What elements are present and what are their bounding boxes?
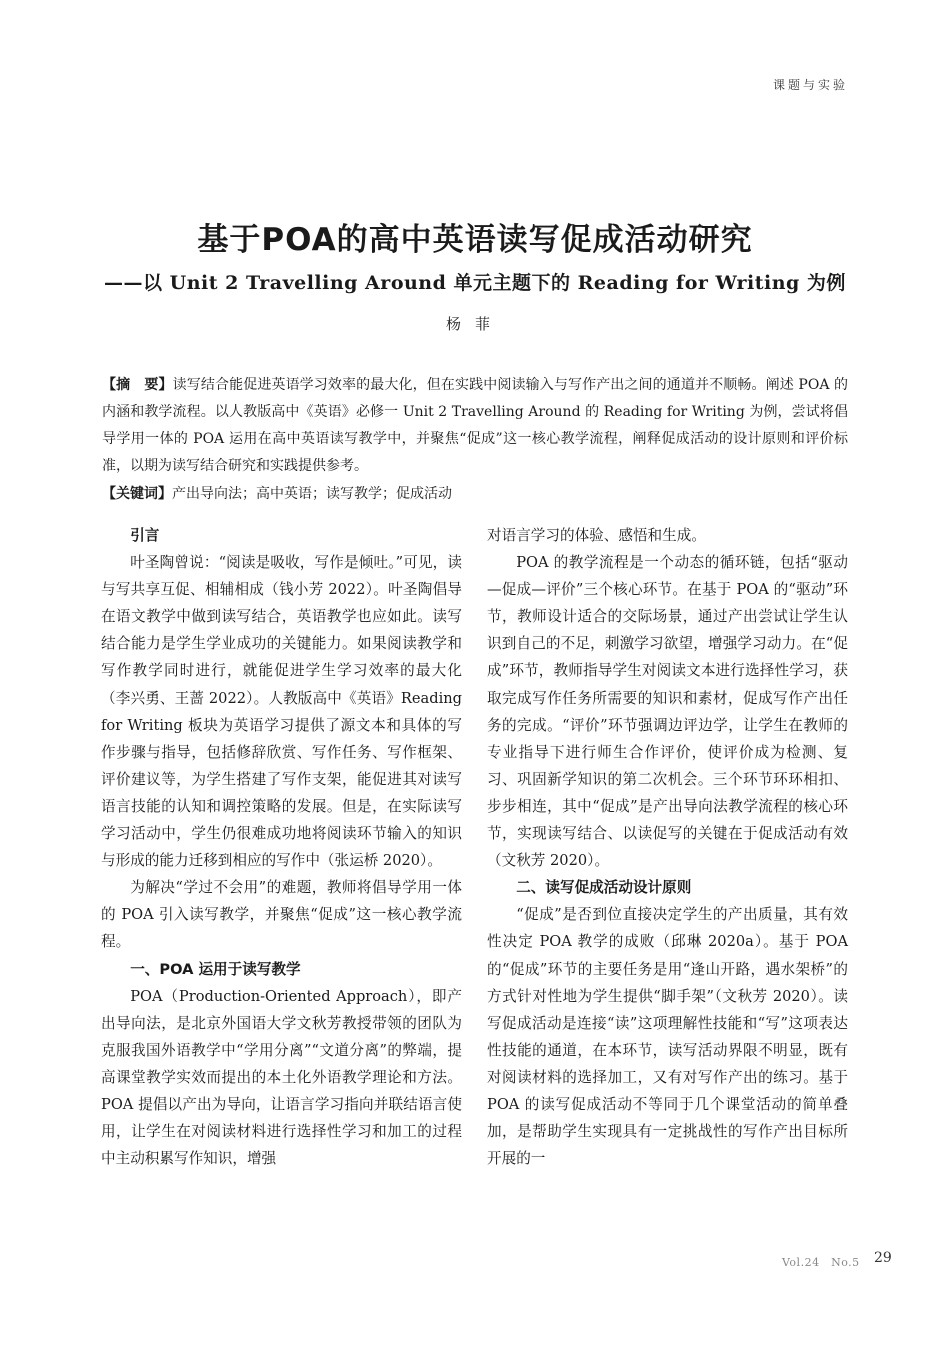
paragraph: 叶圣陶曾说：“阅读是吸收，写作是倾吐。”可见，读与写共享互促、相辅相成（钱小芳 2022）。叶圣陶倡导在语文教学中做到读写结合，英语教学也应如此。读写结合能力是学生学业成功的关键能力。如果阅读教学和写作教学同时进行，就能促进学生学习效率的最大化（李兴勇、王蔷 2022）。人教版高中《英语》Reading for Writing 板块为英语学习提供了源文本和具体的写作步骤与指导，包括修辞欣赏、写作任务、写作框架、评价建议等，为学生搭建了写作支架，能促进其对读写语言技能的认知和调控策略的发展。但是，在实际读写学习活动中，学生仍很难成功地将阅读环节输入的知识与形成的能力迁移到相应的写作中（张运桥 2020）。: [101, 554, 462, 870]
article-subtitle: ——以 Unit 2 Travelling Around 单元主题下的 Reading for Writing 为例: [104, 272, 846, 294]
article-title: 基于POA的高中英语读写促成活动研究: [197, 222, 753, 258]
abstract-text: 读写结合能促进英语学习效率的最大化，但在实践中阅读输入与写作产出之间的通道并不顺畅。阐述 POA 的内涵和教学流程。以人教版高中《英语》必修一 Unit 2 Travelling Around 的 Reading for Writing 为例，尝试将倡导学用一体的 POA 运用在高中英语读写教学中，并聚焦“促成”这一核心教学流程，阐释促成活动的设计原则和评价标准，以期为读写结合研究和实践提供参考。: [102, 377, 849, 474]
body-column-right: [487, 522, 848, 1172]
section-heading: 二、读写促成活动设计原则: [516, 879, 692, 897]
paragraph-continued: 对语言学习的体验、感悟和生成。: [487, 527, 706, 544]
keywords-text: 产出导向法；高中英语；读写教学；促成活动: [172, 486, 452, 502]
abstract: [102, 372, 848, 480]
issue-info: Vol.24 No.5: [782, 1256, 860, 1269]
paragraph: POA（Production-Oriented Approach），即产出导向法，是北京外国语大学文秋芳教授带领的团队为克服我国外语教学中“学用分离”“文道分离”的弊端，提高课堂教学实效而提出的本土化外语教学理论和方法。POA 提倡以产出为导向，让语言学习指向并联结语言使用，让学生在对阅读材料进行选择性学习和加工的过程中主动积累写作知识，增强: [101, 987, 462, 1168]
paragraph: POA 的教学流程是一个动态的循环链，包括“驱动—促成—评价”三个核心环节。在基于 POA 的“驱动”环节，教师设计适合的交际场景，通过产出尝试让学生认识到自己的不足，刺激学习欲望，增强学习动力。在“促成”环节，教师指导学生对阅读文本进行选择性学习，获取完成写作任务所需要的知识和素材，促成写作产出任务的完成。“评价”环节强调边评边学，让学生在教师的专业指导下进行师生合作评价，使评价成为检测、复习、巩固新学知识的第二次机会。三个环节环环相扣、步步相连，其中“促成”是产出导向法教学流程的核心环节，实现读写结合、以读促写的关键在于促成活动有效（文秋芳 2020）。: [487, 554, 848, 870]
keywords-label: 【关键词】: [102, 486, 172, 502]
abstract-label: 【摘 要】: [102, 377, 173, 393]
section-heading: 一、POA 运用于读写教学: [130, 960, 301, 978]
page-number: 29: [874, 1250, 892, 1266]
body-column-left: [101, 522, 462, 1172]
running-head: 课题与实验: [772, 78, 848, 92]
intro-heading: 引言: [130, 527, 160, 544]
keywords: [102, 481, 848, 508]
paragraph: “促成”是否到位直接决定学生的产出质量，其有效性决定 POA 教学的成败（邱琳 2020a）。基于 POA 的“促成”环节的主要任务是用“逢山开路，遇水架桥”的方式针对性地为学生提供“脚手架”（文秋芳 2020）。读写促成活动是连接“读”这项理解性技能和“写”这项表达性技能的通道，在本环节，读写活动界限不明显，既有对阅读材料的选择加工，又有对写作产出的练习。基于 POA 的读写促成活动不等同于几个课堂活动的简单叠加，是帮助学生实现具有一定挑战性的写作产出目标所开展的一: [487, 906, 848, 1168]
paragraph: 为解决“学过不会用”的难题，教师将倡导学用一体的 POA 引入读写教学，并聚焦“促成”这一核心教学流程。: [101, 879, 462, 951]
author-name: 杨菲: [445, 315, 504, 333]
